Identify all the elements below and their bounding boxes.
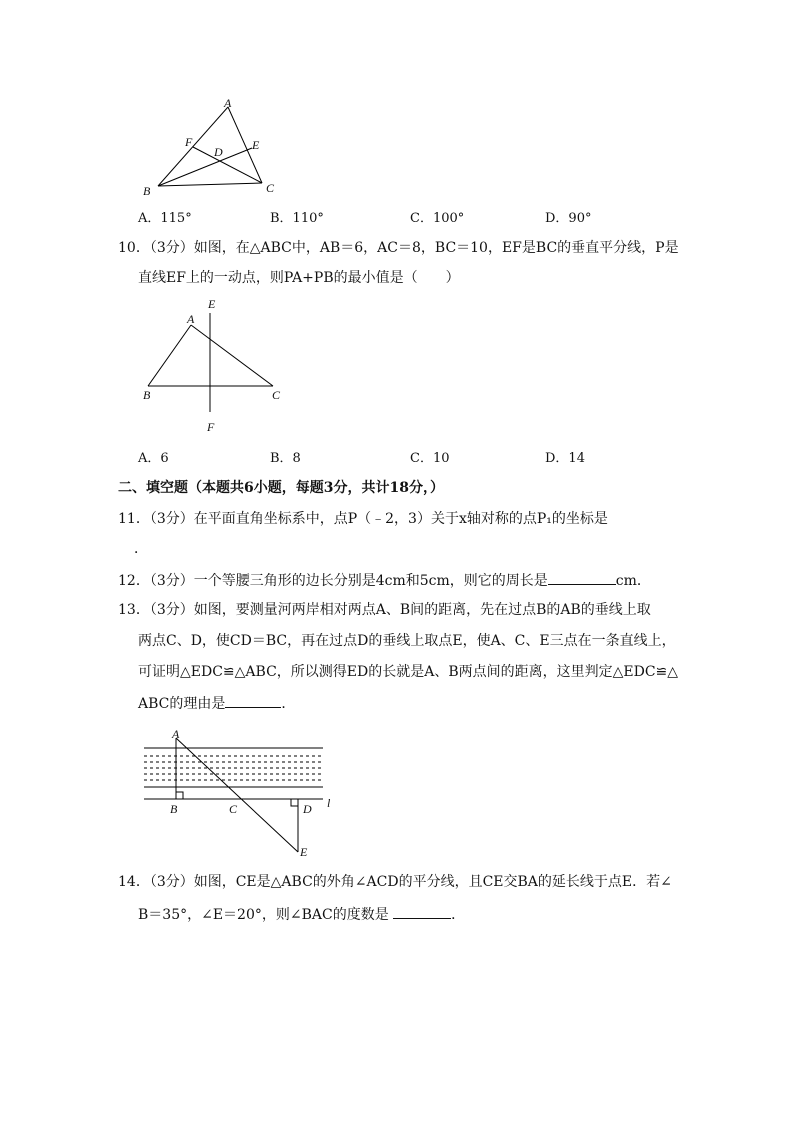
q12-text (118, 570, 651, 591)
q11-text-line2: ． (134, 541, 148, 557)
q13-label-E: E (300, 845, 308, 859)
q9-label-D: D (214, 145, 223, 159)
q10-label-B: B (143, 388, 151, 402)
q10-text-line1: 10．（3分）如图，在△ABC中，AB＝6，AC＝8，BC＝10，EF是BC的垂直平分线，P是 (118, 240, 679, 256)
q9-label-C: C (266, 181, 275, 195)
q10-option-a: A．6 (138, 451, 169, 466)
q14-line2-after: ． (451, 907, 466, 923)
q13-text-line3: 可证明△EDC≌△ABC，所以测得ED的长就是A、B两点间的距离，这里判定△EDC≌△ (138, 664, 679, 680)
q10-option-c: C．10 (410, 451, 450, 466)
q10-text-line2: 直线EF上的一动点，则PA+PB的最小值是（ ） (138, 270, 460, 286)
q13-text-line4 (138, 693, 295, 714)
q14-line2-before: B＝35°，∠E＝20°，则∠BAC的度数是 (138, 907, 394, 923)
q10-triangle-figure (140, 296, 280, 426)
section2-title: 二、填空题（本题共6小题，每题3分，共计18分，） (118, 480, 444, 496)
q12-text-after: cm． (615, 573, 651, 589)
q10-label-A: A (187, 312, 195, 326)
q13-line4-after: ． (281, 696, 296, 712)
q11-text-line1: 11．（3分）在平面直角坐标系中，点P（﹣2，3）关于x轴对称的点P₁的坐标是 (118, 511, 608, 527)
q14-answer-blank[interactable] (393, 904, 451, 919)
q13-line4-before: ABC的理由是 (138, 696, 226, 712)
q13-label-D: D (303, 802, 312, 816)
q10-option-d: D．14 (545, 451, 585, 466)
q9-option-c: C．100° (410, 211, 465, 226)
q13-label-A: A (172, 727, 180, 741)
q12-text-before: 12．（3分）一个等腰三角形的边长分别是4cm和5cm，则它的周长是 (118, 573, 548, 589)
q9-label-E: E (252, 138, 260, 152)
q14-text-line2 (138, 904, 465, 925)
q9-option-a: A．115° (138, 211, 192, 226)
q13-label-l: l (327, 796, 331, 810)
q10-label-F: F (207, 420, 215, 434)
q10-option-b: B．8 (270, 451, 301, 466)
q9-label-A: A (224, 96, 232, 110)
q14-text-line1: 14．（3分）如图，CE是△ABC的外角∠ACD的平分线，且CE交BA的延长线于点E．若∠ (118, 874, 672, 890)
q12-answer-blank[interactable] (548, 570, 616, 585)
q9-option-d: D．90° (545, 211, 592, 226)
q13-label-B: B (170, 802, 178, 816)
q13-text-line2: 两点C、D，使CD＝BC，再在过点D的垂线上取点E，使A、C、E三点在一条直线上， (138, 633, 676, 649)
q9-label-F: F (185, 135, 193, 149)
q13-river-figure (138, 728, 338, 858)
q9-option-b: B．110° (270, 211, 324, 226)
q13-answer-blank[interactable] (225, 693, 281, 708)
q13-label-C: C (229, 802, 238, 816)
q10-label-C: C (272, 388, 281, 402)
q10-label-E: E (208, 297, 216, 311)
q9-label-B: B (143, 184, 151, 198)
q13-text-line1: 13．（3分）如图，要测量河两岸相对两点A、B间的距离，先在过点B的AB的垂线上取 (118, 602, 651, 618)
